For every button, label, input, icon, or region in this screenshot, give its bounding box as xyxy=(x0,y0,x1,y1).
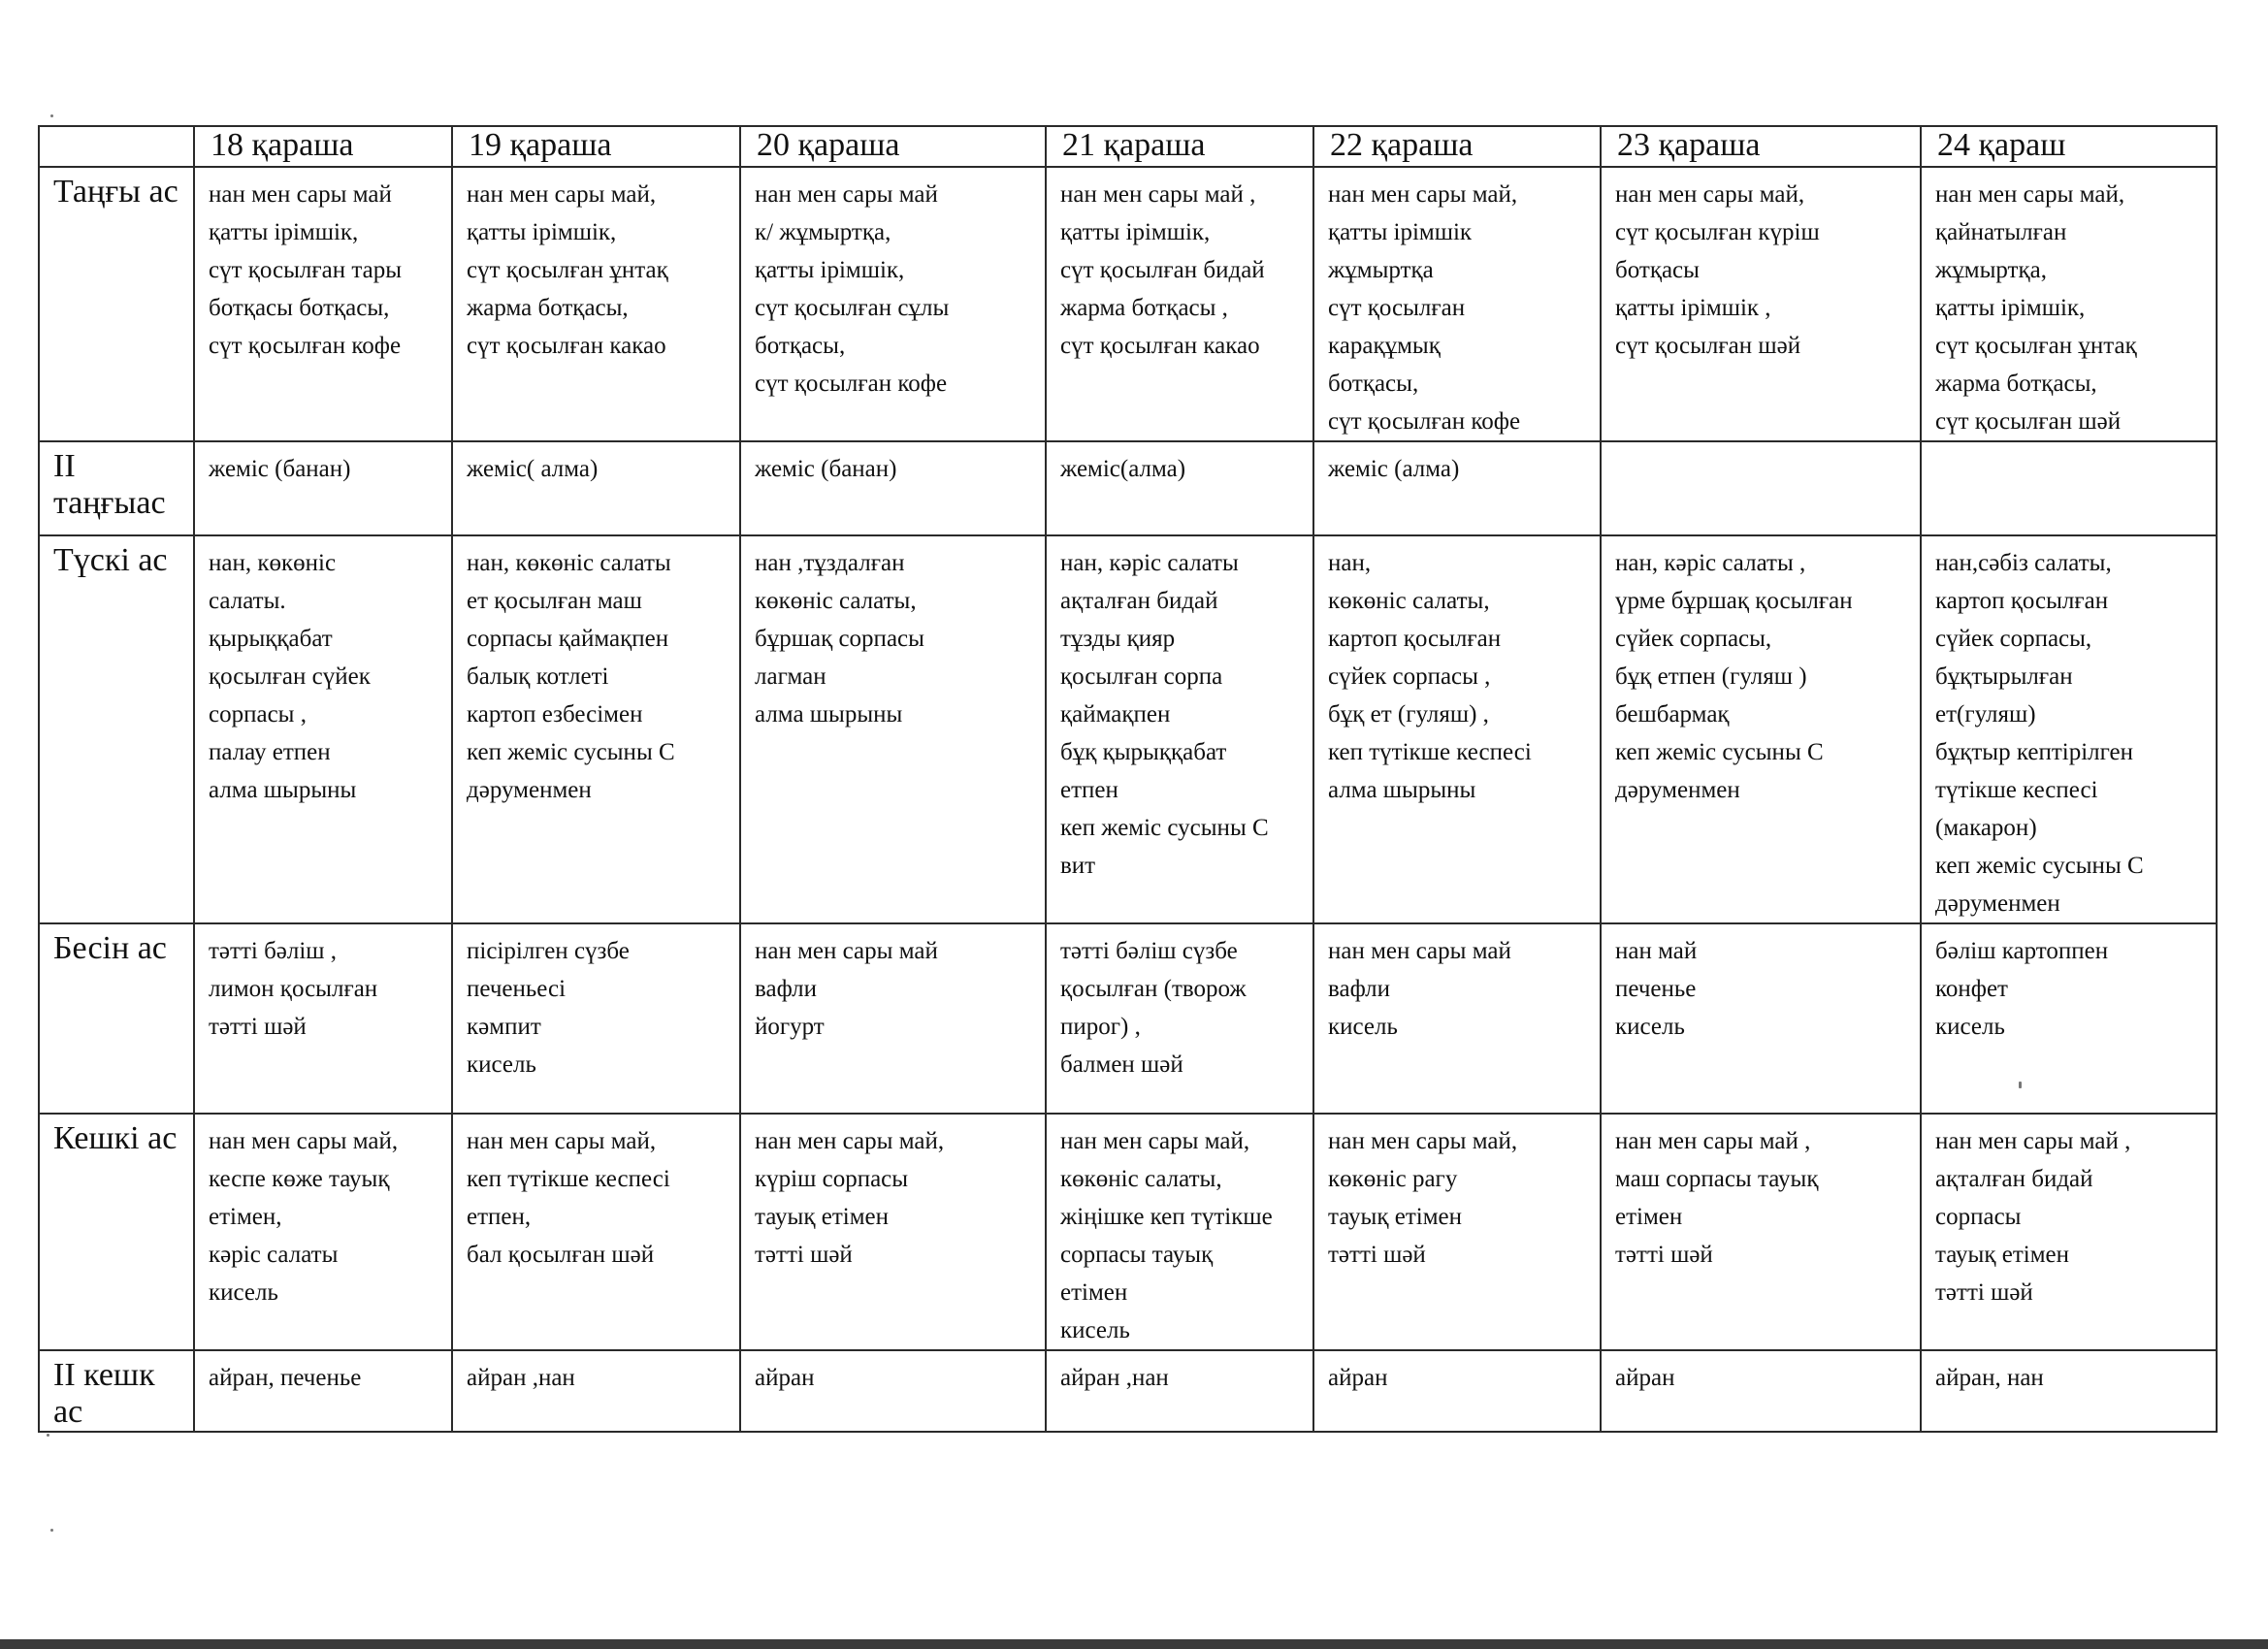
menu-cell: нан мен сары май, күріш сорпасы тауық етімен тәтті шәй xyxy=(740,1114,1046,1350)
menu-cell: нан,сәбіз салаты, картоп қосылған сүйек сорпасы, бұқтырылған ет(гуляш) бұқтыр кептірілген түтікше кеспесі (макарон) кеп жеміс сусыны С дәруменмен xyxy=(1921,535,2217,923)
meal-label-second-breakfast: ІІ таңғыас xyxy=(39,441,194,535)
row-second-breakfast xyxy=(39,441,2217,535)
date-header-24: 24 қараш xyxy=(1921,126,2217,167)
menu-cell: айран, печенье xyxy=(194,1350,452,1432)
menu-cell: нан, көкөніс салаты ет қосылған маш сорпасы қаймақпен балық котлеті картоп езбесімен кеп жеміс сусыны С дәруменмен xyxy=(452,535,740,923)
menu-cell: нан май печенье кисель xyxy=(1601,923,1921,1114)
menu-cell: нан мен сары май , қатты ірімшік, сүт қосылған бидай жарма ботқасы , сүт қосылған какао xyxy=(1046,167,1313,441)
row-lunch xyxy=(39,535,2217,923)
date-header-21: 21 қараша xyxy=(1046,126,1313,167)
menu-cell: нан мен сары май қатты ірімшік, сүт қосылған тары ботқасы ботқасы, сүт қосылған кофе xyxy=(194,167,452,441)
menu-cell: нан мен сары май , ақталған бидай сорпасы тауық етімен тәтті шәй xyxy=(1921,1114,2217,1350)
row-dinner xyxy=(39,1114,2217,1350)
menu-cell: айран xyxy=(1313,1350,1601,1432)
menu-cell: жеміс( алма) xyxy=(452,441,740,535)
scan-speck xyxy=(47,1434,49,1437)
row-afternoon-snack xyxy=(39,923,2217,1114)
menu-cell: нан мен сары май, кеспе көже тауық етімен, кәріс салаты кисель xyxy=(194,1114,452,1350)
menu-cell: нан мен сары май , маш сорпасы тауық етімен тәтті шәй xyxy=(1601,1114,1921,1350)
meal-label-lunch: Түскі ас xyxy=(39,535,194,923)
date-header-23: 23 қараша xyxy=(1601,126,1921,167)
menu-cell: нан мен сары май, көкөніс рагу тауық етімен тәтті шәй xyxy=(1313,1114,1601,1350)
menu-cell xyxy=(1921,441,2217,535)
menu-cell: айран ,нан xyxy=(452,1350,740,1432)
corner-cell xyxy=(39,126,194,167)
menu-cell: айран xyxy=(1601,1350,1921,1432)
menu-cell: жеміс (алма) xyxy=(1313,441,1601,535)
scan-bottom-edge xyxy=(0,1639,2268,1649)
menu-cell: нан мен сары май, сүт қосылған күріш ботқасы қатты ірімшік , сүт қосылған шәй xyxy=(1601,167,1921,441)
menu-cell: тәтті бәліш сүзбе қосылған (творож пирог) , балмен шәй xyxy=(1046,923,1313,1114)
menu-cell: нан, кәріс салаты ақталған бидай тұзды қияр қосылған сорпа қаймақпен бұқ қырыққабат етпен кеп жеміс сусыны С вит xyxy=(1046,535,1313,923)
menu-cell: жеміс (банан) xyxy=(194,441,452,535)
menu-cell: нан мен сары май, көкөніс салаты, жіңішке кеп түтікше сорпасы тауық етімен кисель xyxy=(1046,1114,1313,1350)
menu-cell: нан мен сары май, қатты ірімшік жұмыртқа сүт қосылған карақұмық ботқасы, сүт қосылған кофе xyxy=(1313,167,1601,441)
meal-label-breakfast: Таңғы ас xyxy=(39,167,194,441)
menu-cell: нан мен сары май, қатты ірімшік, сүт қосылған ұнтақ жарма ботқасы, сүт қосылған какао xyxy=(452,167,740,441)
menu-cell: нан мен сары май вафли йогурт xyxy=(740,923,1046,1114)
date-header-20: 20 қараша xyxy=(740,126,1046,167)
scan-speck xyxy=(50,114,53,117)
menu-cell: нан ,тұздалған көкөніс салаты, бұршақ сорпасы лагман алма шырыны xyxy=(740,535,1046,923)
menu-cell: айран xyxy=(740,1350,1046,1432)
meal-label-second-dinner: ІІ кешк ас xyxy=(39,1350,194,1432)
menu-cell: жеміс(алма) xyxy=(1046,441,1313,535)
row-breakfast xyxy=(39,167,2217,441)
row-second-dinner xyxy=(39,1350,2217,1432)
scan-speck xyxy=(50,1529,53,1532)
menu-cell: айран ,нан xyxy=(1046,1350,1313,1432)
date-header-22: 22 қараша xyxy=(1313,126,1601,167)
menu-cell: нан, көкөніс салаты. қырыққабат қосылған сүйек сорпасы , палау етпен алма шырыны xyxy=(194,535,452,923)
date-header-18: 18 қараша xyxy=(194,126,452,167)
menu-cell xyxy=(1601,441,1921,535)
menu-cell: пісірілген сүзбе печеньесі кәмпит кисель xyxy=(452,923,740,1114)
meal-label-afternoon-snack: Бесін ас xyxy=(39,923,194,1114)
menu-cell: нан мен сары май к/ жұмыртқа, қатты ірімшік, сүт қосылған сұлы ботқасы, сүт қосылған кофе xyxy=(740,167,1046,441)
menu-cell: тәтті бәліш , лимон қосылған тәтті шәй xyxy=(194,923,452,1114)
menu-cell: жеміс (банан) xyxy=(740,441,1046,535)
date-header-19: 19 қараша xyxy=(452,126,740,167)
menu-cell: бәліш картоппен конфет кисель xyxy=(1921,923,2217,1114)
menu-cell: нан, кәріс салаты , үрме бұршақ қосылған сүйек сорпасы, бұқ етпен (гуляш ) бешбармақ кеп жеміс сусыны С дәруменмен xyxy=(1601,535,1921,923)
menu-cell: нан мен сары май, қайнатылған жұмыртқа, қатты ірімшік, сүт қосылған ұнтақ жарма ботқасы, сүт қосылған шәй xyxy=(1921,167,2217,441)
weekly-menu-table xyxy=(38,125,2218,1433)
menu-cell: нан мен сары май вафли кисель xyxy=(1313,923,1601,1114)
scan-speck xyxy=(2019,1082,2022,1088)
menu-cell: нан мен сары май, кеп түтікше кеспесі етпен, бал қосылған шәй xyxy=(452,1114,740,1350)
menu-cell: айран, нан xyxy=(1921,1350,2217,1432)
header-row xyxy=(39,126,2217,167)
menu-cell: нан, көкөніс салаты, картоп қосылған сүйек сорпасы , бұқ ет (гуляш) , кеп түтікше кеспесі алма шырыны xyxy=(1313,535,1601,923)
meal-label-dinner: Кешкі ас xyxy=(39,1114,194,1350)
